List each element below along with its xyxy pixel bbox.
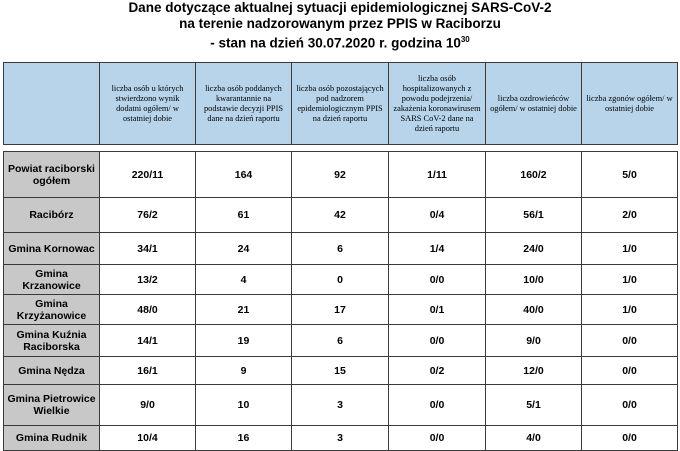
table-cell: 1/4 bbox=[389, 233, 486, 265]
table-cell: 42 bbox=[292, 198, 389, 233]
table-cell: 16 bbox=[196, 426, 292, 451]
table-cell: 24 bbox=[196, 233, 292, 265]
table-row bbox=[4, 152, 678, 198]
title-line-2: na terenie nadzorowanym przez PPIS w Raciborzu bbox=[179, 16, 501, 31]
table-cell: 56/1 bbox=[486, 198, 582, 233]
table-cell: 4/0 bbox=[486, 426, 582, 451]
table-cell: 1/0 bbox=[582, 295, 678, 325]
table-row bbox=[4, 325, 678, 357]
table-cell: 9 bbox=[196, 357, 292, 385]
table-row bbox=[4, 357, 678, 385]
table-row bbox=[4, 295, 678, 325]
column-header: liczba osób hospitalizowanych z powodu podejrzenia/ zakażenia koronawirusem SARS CoV-2 dane na dzień raportu bbox=[389, 63, 486, 145]
table-cell: 34/1 bbox=[100, 233, 196, 265]
table-cell: 61 bbox=[196, 198, 292, 233]
table-cell: 164 bbox=[196, 152, 292, 198]
table-cell: 9/0 bbox=[100, 385, 196, 426]
header-corner bbox=[4, 63, 100, 145]
table-cell: 12/0 bbox=[486, 357, 582, 385]
table-cell: 1/11 bbox=[389, 152, 486, 198]
column-header: liczba osób u których stwierdzono wynik dodatni ogółem/ w ostatniej dobie bbox=[100, 63, 196, 145]
table-cell: 0 bbox=[292, 265, 389, 295]
table-row bbox=[4, 385, 678, 426]
table-cell: 10/4 bbox=[100, 426, 196, 451]
table-cell: 76/2 bbox=[100, 198, 196, 233]
row-label: Gmina Krzyżanowice bbox=[4, 295, 100, 325]
row-label: Gmina Kornowac bbox=[4, 233, 100, 265]
table-cell: 92 bbox=[292, 152, 389, 198]
table-cell: 0/2 bbox=[389, 357, 486, 385]
table-cell: 5/1 bbox=[486, 385, 582, 426]
table-cell: 10/0 bbox=[486, 265, 582, 295]
title-date: - stan na dzień 30.07.2020 r. godzina 10 bbox=[210, 35, 461, 51]
table-cell: 0/0 bbox=[389, 426, 486, 451]
table-row bbox=[4, 426, 678, 451]
table-row bbox=[4, 265, 678, 295]
table-cell: 0/0 bbox=[582, 385, 678, 426]
table-cell: 0/0 bbox=[389, 325, 486, 357]
table-cell: 0/0 bbox=[582, 426, 678, 451]
title-line-3 bbox=[0, 32, 680, 52]
title-time-superscript: 30 bbox=[460, 35, 470, 44]
table-cell: 0/0 bbox=[389, 265, 486, 295]
table-cell: 0/1 bbox=[389, 295, 486, 325]
row-label: Racibórz bbox=[4, 198, 100, 233]
table-cell: 5/0 bbox=[582, 152, 678, 198]
table-row bbox=[4, 198, 678, 233]
column-header: liczba zgonów ogółem/ w ostatniej dobie bbox=[582, 63, 678, 145]
table-cell: 14/1 bbox=[100, 325, 196, 357]
row-label: Gmina Kuźnia Raciborska bbox=[4, 325, 100, 357]
table-cell: 9/0 bbox=[486, 325, 582, 357]
table-cell: 16/1 bbox=[100, 357, 196, 385]
table-cell: 0/0 bbox=[582, 325, 678, 357]
column-header: liczba ozdrowieńców ogółem/ w ostatniej dobie bbox=[486, 63, 582, 145]
column-header: liczba osób poddanych kwarantannie na podstawie decyzji PPIS dane na dzień raportu bbox=[196, 63, 292, 145]
table-cell: 17 bbox=[292, 295, 389, 325]
row-label: Gmina Krzanowice bbox=[4, 265, 100, 295]
column-header: liczba osób pozostających pod nadzorem epidemiologicznym PPIS na dzień raportu bbox=[292, 63, 389, 145]
table-cell: 10 bbox=[196, 385, 292, 426]
table-cell: 48/0 bbox=[100, 295, 196, 325]
table-cell: 24/0 bbox=[486, 233, 582, 265]
covid-statistics-table bbox=[3, 62, 678, 451]
table-cell: 2/0 bbox=[582, 198, 678, 233]
row-label: Gmina Nędza bbox=[4, 357, 100, 385]
table-cell: 40/0 bbox=[486, 295, 582, 325]
report-title bbox=[0, 0, 680, 52]
table-cell: 6 bbox=[292, 233, 389, 265]
title-line-1: Dane dotyczące aktualnej sytuacji epidemiologicznej SARS-CoV-2 bbox=[128, 0, 552, 15]
table-cell: 220/11 bbox=[100, 152, 196, 198]
table-cell: 4 bbox=[196, 265, 292, 295]
table-cell: 1/0 bbox=[582, 233, 678, 265]
table-cell: 0/4 bbox=[389, 198, 486, 233]
row-label: Gmina Pietrowice Wielkie bbox=[4, 385, 100, 426]
table-cell: 3 bbox=[292, 426, 389, 451]
table-cell: 0/0 bbox=[582, 357, 678, 385]
table-cell: 6 bbox=[292, 325, 389, 357]
table-cell: 19 bbox=[196, 325, 292, 357]
header-row bbox=[4, 63, 678, 145]
spacer-row bbox=[4, 145, 678, 152]
row-label: Gmina Rudnik bbox=[4, 426, 100, 451]
table-cell: 3 bbox=[292, 385, 389, 426]
table-cell: 21 bbox=[196, 295, 292, 325]
row-label: Powiat raciborski ogółem bbox=[4, 152, 100, 198]
table-cell: 15 bbox=[292, 357, 389, 385]
table-cell: 160/2 bbox=[486, 152, 582, 198]
table-cell: 13/2 bbox=[100, 265, 196, 295]
table-row bbox=[4, 233, 678, 265]
table-cell: 1/0 bbox=[582, 265, 678, 295]
table-cell: 0/0 bbox=[389, 385, 486, 426]
